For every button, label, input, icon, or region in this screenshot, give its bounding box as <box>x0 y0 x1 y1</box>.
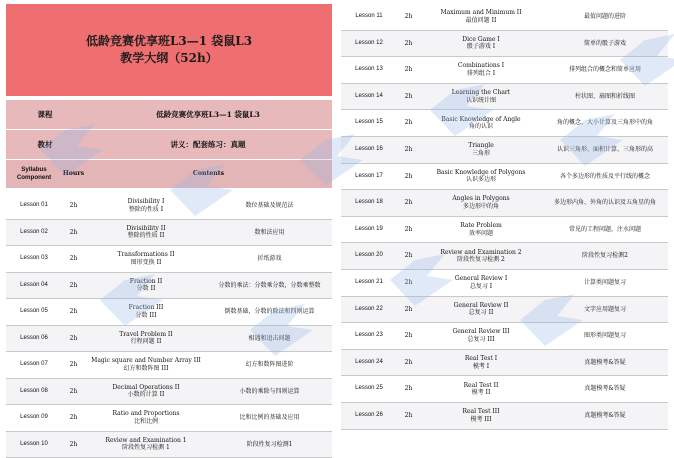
lesson-topic-en: Basic Knowledge of Polygons <box>437 169 526 177</box>
header-contents: Contents <box>85 160 332 188</box>
lesson-topic-en: Angles in Polygons <box>452 195 509 203</box>
lesson-number: Lesson 09 <box>6 405 62 431</box>
lesson-row <box>6 273 332 300</box>
lesson-topic-en: Review and Examination 1 <box>105 437 186 445</box>
lesson-hours: 2h <box>62 273 85 299</box>
lesson-hours: 2h <box>397 31 420 57</box>
syllabus-page-left <box>6 4 332 458</box>
lesson-content: 多边形内角、外角的认识及五角星的角 <box>542 190 668 216</box>
lesson-topic-en: Triangle <box>468 142 494 150</box>
material-row <box>6 129 332 159</box>
lesson-content: 数和法应用 <box>207 220 332 246</box>
lesson-row <box>6 193 332 220</box>
lesson-topic <box>420 57 542 83</box>
lesson-content: 真题模考&答疑 <box>542 350 668 376</box>
lesson-topic <box>420 243 542 269</box>
lesson-number: Lesson 13 <box>341 57 397 83</box>
lesson-topic-en: Learning the Chart <box>452 89 510 97</box>
lesson-content: 图形类问题复习 <box>542 323 668 349</box>
lesson-content: 阶段性复习检测2 <box>542 243 668 269</box>
lesson-topic-en: Real Test I <box>465 355 497 363</box>
lesson-topic <box>420 376 542 402</box>
lesson-topic-en: Rate Problem <box>460 222 502 230</box>
lesson-topic <box>85 299 207 325</box>
lesson-topic-en: Real Test III <box>462 408 499 416</box>
lesson-number: Lesson 20 <box>341 243 397 269</box>
lesson-hours: 2h <box>397 110 420 136</box>
lesson-content: 分数的乘法：分数乘分数，分数乘整数 <box>207 273 332 299</box>
lesson-number: Lesson 15 <box>341 110 397 136</box>
lesson-topic-cn: 小数的计算 II <box>128 391 165 399</box>
lesson-hours: 2h <box>397 297 420 323</box>
lesson-topic-en: Maximum and Minimum II <box>440 9 521 17</box>
lesson-content: 计算类问题复习 <box>542 270 668 296</box>
lesson-topic-en: Decimal Operations II <box>112 384 179 392</box>
syllabus-page-right <box>341 4 668 430</box>
lesson-topic-cn: 认识多边形 <box>466 176 496 184</box>
lesson-topic-cn: 图形变换 II <box>131 259 162 267</box>
lesson-content: 角的概念、大小计算及三角形中的角 <box>542 110 668 136</box>
lesson-number: Lesson 18 <box>341 190 397 216</box>
lesson-hours: 2h <box>62 432 85 458</box>
lesson-content: 文字应用题复习 <box>542 297 668 323</box>
lesson-topic-cn: 比和比例 <box>134 418 158 426</box>
lesson-topic-en: Divisibility II <box>126 225 165 233</box>
document-subtitle: 教学大纲（52h） <box>120 50 217 67</box>
lesson-hours: 2h <box>397 270 420 296</box>
lesson-hours: 2h <box>397 4 420 30</box>
lesson-number: Lesson 16 <box>341 137 397 163</box>
lesson-content: 比和比例的基础及应用 <box>207 405 332 431</box>
lesson-row <box>341 84 668 111</box>
lesson-number: Lesson 08 <box>6 379 62 405</box>
header-hours: Hours <box>62 160 85 188</box>
course-value: 低龄竞赛优享班L3—1 袋鼠L3 <box>84 100 332 129</box>
lesson-topic-en: Review and Examination 2 <box>440 249 521 257</box>
lesson-topic-en: Fraction II <box>130 278 162 286</box>
lesson-topic-cn: 行程问题 II <box>131 338 162 346</box>
lesson-topic-cn: 阶段性复习检测 2 <box>457 256 505 264</box>
lesson-topic-cn: 总复习 I <box>470 283 492 291</box>
lesson-topic-cn: 整除的性质 II <box>128 232 165 240</box>
lesson-row <box>6 220 332 247</box>
lesson-content: 常见的工程问题，注水问题 <box>542 217 668 243</box>
lesson-number: Lesson 25 <box>341 376 397 402</box>
lesson-topic <box>420 217 542 243</box>
lesson-row <box>341 217 668 244</box>
lesson-content: 倒数基础，分数的除法和四则运算 <box>207 299 332 325</box>
material-label: 教材 <box>6 130 84 159</box>
document-title: 低龄竞赛优享班L3—1 袋鼠L3 <box>86 33 252 50</box>
lesson-topic <box>85 379 207 405</box>
lesson-content: 认识三角形、面积计算、三角形的高 <box>542 137 668 163</box>
lesson-row <box>341 243 668 270</box>
lesson-topic-cn: 幻方和数阵图 III <box>123 365 168 373</box>
lesson-topic-cn: 排列组合 I <box>467 70 495 78</box>
lesson-number: Lesson 17 <box>341 164 397 190</box>
lesson-topic-cn: 三角形 <box>472 150 490 158</box>
lesson-number: Lesson 24 <box>341 350 397 376</box>
lesson-hours: 2h <box>397 243 420 269</box>
lesson-row <box>341 297 668 324</box>
lesson-hours: 2h <box>397 190 420 216</box>
lesson-topic-cn: 最值问题 II <box>466 17 497 25</box>
lesson-topic <box>85 352 207 378</box>
lesson-content: 简单的骰子游戏 <box>542 31 668 57</box>
lesson-topic <box>420 270 542 296</box>
lesson-topic <box>420 350 542 376</box>
lesson-topic-cn: 总复习 II <box>469 309 494 317</box>
lesson-topic <box>420 4 542 30</box>
lesson-number: Lesson 04 <box>6 273 62 299</box>
lesson-hours: 2h <box>397 350 420 376</box>
lesson-number: Lesson 19 <box>341 217 397 243</box>
lesson-number: Lesson 12 <box>341 31 397 57</box>
lesson-row <box>6 246 332 273</box>
lesson-hours: 2h <box>397 376 420 402</box>
lesson-topic-cn: 角的认识 <box>469 123 493 131</box>
lesson-topic-cn: 阶段性复习检测 1 <box>122 444 170 452</box>
lesson-topic-en: Travel Problem II <box>119 331 172 339</box>
lesson-hours: 2h <box>397 164 420 190</box>
lesson-topic-en: General Review III <box>452 328 509 336</box>
lesson-content: 数位基础及规范法 <box>207 193 332 219</box>
lesson-hours: 2h <box>62 220 85 246</box>
lesson-topic-en: Transformations II <box>118 251 175 259</box>
lesson-hours: 2h <box>397 137 420 163</box>
lesson-topic-cn: 多边形中的角 <box>463 203 499 211</box>
lesson-content: 最值问题的进阶 <box>542 4 668 30</box>
course-row <box>6 99 332 129</box>
lesson-row <box>341 376 668 403</box>
lesson-topic-cn: 模考 II <box>472 389 491 397</box>
lesson-number: Lesson 10 <box>6 432 62 458</box>
lesson-topic <box>420 137 542 163</box>
lesson-topic <box>85 193 207 219</box>
lesson-number: Lesson 07 <box>6 352 62 378</box>
lesson-hours: 2h <box>62 326 85 352</box>
lesson-content: 相遇和追击问题 <box>207 326 332 352</box>
lesson-row <box>6 326 332 353</box>
lesson-topic-en: Dice Game I <box>462 36 499 44</box>
lesson-topic <box>420 31 542 57</box>
lesson-content: 排列组合的概念和简单应用 <box>542 57 668 83</box>
lesson-topic <box>85 326 207 352</box>
lesson-topic <box>85 405 207 431</box>
lesson-hours: 2h <box>62 246 85 272</box>
lesson-hours: 2h <box>62 352 85 378</box>
lesson-topic-en: Ratio and Proportions <box>113 410 180 418</box>
lesson-topic-en: General Review I <box>455 275 507 283</box>
lesson-number: Lesson 02 <box>6 220 62 246</box>
lesson-topic-cn: 分数 III <box>135 312 156 320</box>
lesson-row <box>341 4 668 31</box>
lesson-row <box>341 110 668 137</box>
lesson-topic <box>85 220 207 246</box>
lesson-row <box>6 405 332 432</box>
lesson-hours: 2h <box>62 299 85 325</box>
lesson-hours: 2h <box>62 405 85 431</box>
lesson-number: Lesson 22 <box>341 297 397 323</box>
lesson-topic-en: Real Test II <box>464 382 499 390</box>
lesson-topic-cn: 模考 III <box>470 416 491 424</box>
lesson-topic-en: Magic square and Number Array III <box>91 357 201 365</box>
lesson-hours: 2h <box>397 84 420 110</box>
lesson-topic-cn: 认识统计图 <box>466 97 496 105</box>
lesson-topic-en: General Review II <box>454 302 509 310</box>
lesson-topic <box>420 297 542 323</box>
lesson-topic <box>420 190 542 216</box>
lesson-topic-cn: 总复习 III <box>467 336 494 344</box>
lesson-content: 柱状图、扇图和折线图 <box>542 84 668 110</box>
lesson-row <box>341 31 668 58</box>
lesson-table-left <box>6 193 332 458</box>
lesson-content: 折纸游戏 <box>207 246 332 272</box>
lesson-number: Lesson 01 <box>6 193 62 219</box>
lesson-content: 真题模考&答疑 <box>542 376 668 402</box>
lesson-topic-en: Fraction III <box>129 304 164 312</box>
lesson-row <box>341 137 668 164</box>
lesson-topic-en: Combinations I <box>458 62 504 70</box>
lesson-topic <box>420 164 542 190</box>
lesson-topic <box>85 246 207 272</box>
lesson-topic <box>420 84 542 110</box>
table-header <box>6 159 332 188</box>
lesson-row <box>341 190 668 217</box>
lesson-number: Lesson 14 <box>341 84 397 110</box>
lesson-row <box>6 432 332 458</box>
course-label: 课程 <box>6 100 84 129</box>
lesson-content: 小数的乘除与四则运算 <box>207 379 332 405</box>
material-value: 讲义：配套练习：真题 <box>84 130 332 159</box>
lesson-hours: 2h <box>397 403 420 429</box>
lesson-row <box>341 270 668 297</box>
lesson-topic-en: Basic Knowledge of Angle <box>441 116 520 124</box>
lesson-table-right <box>341 4 668 430</box>
lesson-number: Lesson 03 <box>6 246 62 272</box>
lesson-topic <box>85 432 207 458</box>
lesson-content: 阶段性复习检测1 <box>207 432 332 458</box>
lesson-hours: 2h <box>397 57 420 83</box>
document-title-block <box>6 4 332 96</box>
lesson-number: Lesson 26 <box>341 403 397 429</box>
lesson-number: Lesson 11 <box>341 4 397 30</box>
lesson-hours: 2h <box>397 323 420 349</box>
lesson-row <box>341 57 668 84</box>
lesson-row <box>341 403 668 430</box>
lesson-topic-en: Divisibility I <box>128 198 165 206</box>
header-component: Syllabus Component <box>6 160 62 188</box>
lesson-topic <box>420 323 542 349</box>
lesson-row <box>341 164 668 191</box>
lesson-hours: 2h <box>62 379 85 405</box>
lesson-row <box>6 352 332 379</box>
lesson-topic-cn: 骰子游戏 I <box>467 43 495 51</box>
lesson-topic-cn: 分数 II <box>137 285 156 293</box>
lesson-hours: 2h <box>397 217 420 243</box>
lesson-topic <box>420 110 542 136</box>
lesson-row <box>341 350 668 377</box>
lesson-hours: 2h <box>62 193 85 219</box>
lesson-topic-cn: 模考 I <box>473 363 489 371</box>
lesson-number: Lesson 06 <box>6 326 62 352</box>
lesson-row <box>341 323 668 350</box>
lesson-content: 幻方和数阵图进阶 <box>207 352 332 378</box>
lesson-number: Lesson 05 <box>6 299 62 325</box>
lesson-topic-cn: 整除的性质 I <box>129 206 163 214</box>
lesson-topic-cn: 效率问题 <box>469 230 493 238</box>
lesson-topic <box>420 403 542 429</box>
lesson-content: 真题模考&答疑 <box>542 403 668 429</box>
lesson-row <box>6 379 332 406</box>
lesson-row <box>6 299 332 326</box>
lesson-topic <box>85 273 207 299</box>
lesson-number: Lesson 23 <box>341 323 397 349</box>
lesson-content: 各个多边形的性质及平行线的概念 <box>542 164 668 190</box>
lesson-number: Lesson 21 <box>341 270 397 296</box>
